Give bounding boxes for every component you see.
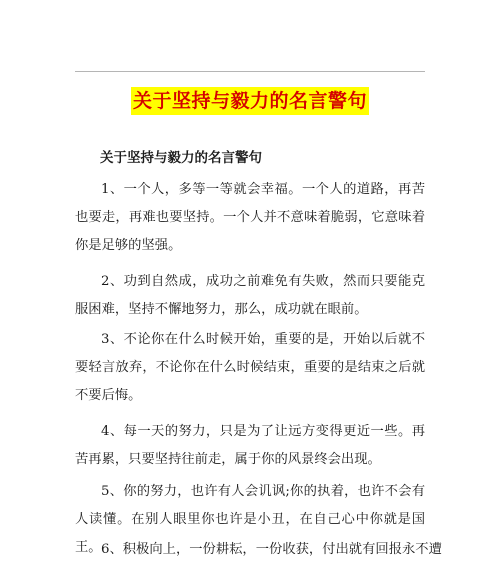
quote-paragraph-4: 4、每一天的努力，只是为了让远方变得更近一些。再苦再累，只要坚持往前走，属于你的风景终会出现。 [75,424,425,467]
quote-paragraph-6: 6、积极向上，一份耕耘，一份收获，付出就有回报永不遭 [101,542,442,557]
header-rule [75,71,425,72]
quote-paragraph-1: 1、一个人，多等一等就会幸福。一个人的道路，再苦也要走，再难也要坚持。一个人并不意味着脆弱，它意味着你是足够的坚强。 [75,182,425,253]
quote-paragraph-5: 5、你的努力，也许有人会讥讽;你的执着，也许不会有人读懂。在别人眼里你也许是小丑，在自己心中你就是国王。 [75,484,425,555]
quote-paragraph-2: 2、功到自然成，成功之前难免有失败，然而只要能克服困难，坚持不懈地努力，那么，成功就在眼前。 [75,274,425,317]
document-title: 关于坚持与毅力的名言警句 [131,87,369,115]
quote-paragraph-3: 3、不论你在什么时候开始，重要的是，开始以后就不要轻言放弃，不论你在什么时候结束，重要的是结束之后就不要后悔。 [75,332,425,403]
document-title-wrapper [0,87,500,115]
section-heading: 关于坚持与毅力的名言警句 [100,150,262,166]
